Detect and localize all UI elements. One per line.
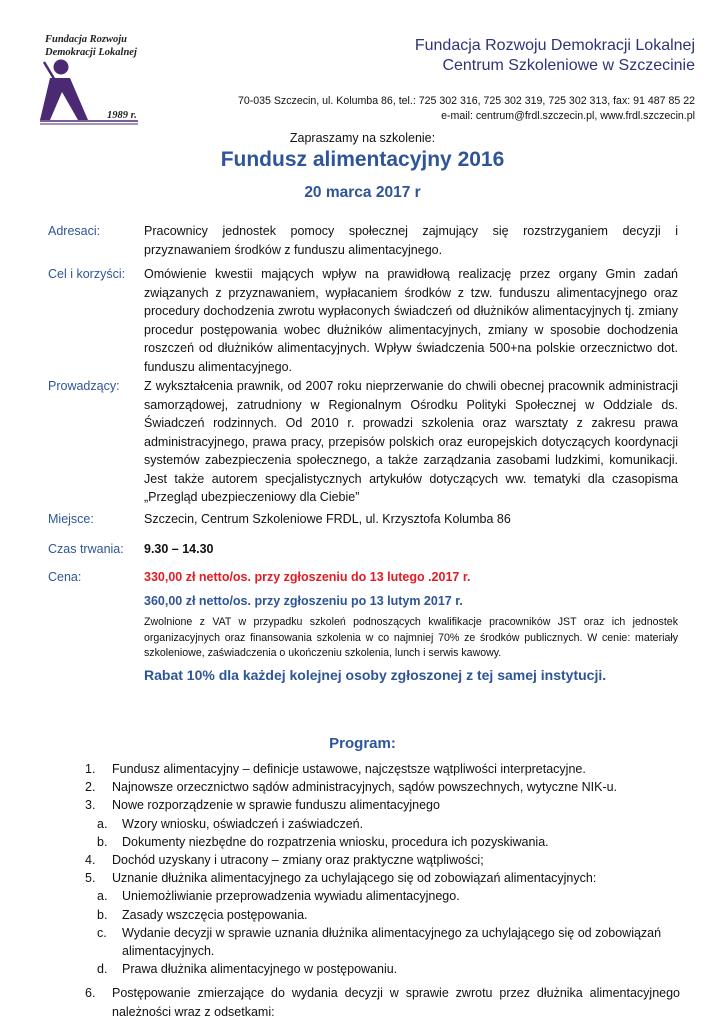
program-subitem-letter: b. [97,834,108,849]
program-subitem [97,960,680,978]
program-subitem-text: Wzory wniosku, oświadczeń i zaświadczeń. [122,816,364,831]
invite-text: Zapraszamy na szkolenie: [289,131,436,145]
logo-name [45,33,137,59]
program-subitem [97,887,680,905]
price-note: Zwolnione z VAT w przypadku szkoleń podnoszących kwalifikacje pracowników JST oraz ich jednostek organizacyjnych oraz finansowania szkolenia w co najmniej 70% ze środków publicznych. W cenie: materiały szkoleniowe, zaświadczenia o ukończeniu szkolenia, lunch i serwis kawowy. [144,616,678,659]
label-miejsce: Miejsce: [48,512,94,526]
row-adresaci [48,222,678,259]
label-cel: Cel i korzyści: [48,267,126,281]
logo-name-line1: Fundacja Rozwoju [45,34,127,45]
program-item [85,778,680,796]
program-subitem-letter: d. [97,962,108,977]
value-czas: 9.30 – 14.30 [144,542,214,556]
label-czas: Czas trwania: [48,542,124,556]
program-subitem [97,815,680,833]
row-prowadzacy [48,377,678,507]
price-late: 360,00 zł netto/os. przy zgłoszeniu po 13 lutym 2017 r. [144,593,463,608]
program-item [85,851,680,869]
program-subitem-text: Prawa dłużnika alimentacyjnego w postępowaniu. [122,962,398,977]
label-prowadzacy: Prowadzący: [48,379,120,393]
org-name-line1: Fundacja Rozwoju Demokracji Lokalnej [414,37,695,54]
program-item-number: 4. [85,853,96,868]
logo-year: 1989 r. [107,110,137,121]
org-address [238,94,695,123]
program-item-number: 2. [85,780,96,795]
program-subitem [97,906,680,924]
program-subitem-letter: a. [97,816,108,831]
row-miejsce [48,510,678,529]
program-subitem-letter: c. [97,925,107,940]
program-heading: Program: [329,735,396,752]
org-name [415,36,695,76]
program-item [85,869,680,887]
program-item-text: Postępowanie zmierzające do wydania decyzji w sprawie zwrotu przez dłużnika alimentacyjnego należności wraz z odsetkami: [112,986,680,1019]
program-subitem-text: Dokumenty niezbędne do rozpatrzenia wniosku, procedura ich pozyskiwania. [122,834,549,849]
value-cel: Omówienie kwestii mających wpływ na prawidłową realizację przez organy Gmin zadań związanych z przyznawaniem, wypłacaniem środków z tzw. funduszu alimentacyjnego oraz procedury dochodzenia zwrotu wypłaconych świadczeń od dłużników alimentacyjnych tj. zmiany procedur postępowania wobec dłużników alimentacyjnych, zmiany w sposobie dochodzenia roszczeń od dłużników alimentacyjnych. Wpływ świadczenia 500+na polskie orzecznictwo dot. funduszu alimentacyjnego. [144,267,678,374]
label-cena: Cena: [48,570,82,584]
program-subitem-letter: b. [97,907,108,922]
program-item-number: 1. [85,762,96,776]
discount-note: Rabat 10% dla każdej kolejnej osoby zgłoszonej z tej samej instytucji. [144,666,607,683]
value-adresaci: Pracownicy jednostek pomocy społecznej zajmujący się rozstrzyganiem decyzji i przyznawaniem środków z funduszu alimentacyjnego. [144,224,678,257]
program-subitem-text: Uniemożliwianie przeprowadzenia wywiadu alimentacyjnego. [122,889,460,904]
contact-line: e-mail: centrum@frdl.szczecin.pl, www.frdl.szczecin.pl [441,109,695,122]
program-item-number: 6. [85,986,96,1001]
row-cena [48,568,678,684]
program-item-text: Uznanie dłużnika alimentacyjnego za uchylającego się od zobowiązań alimentacyjnych: [112,871,597,886]
value-prowadzacy: Z wykształcenia prawnik, od 2007 roku nieprzerwanie do chwili obecnej pracownik administracji samorządowej, zatrudniony w Regionalnym Ośrodku Polityki Społecznej w Oddziale ds. Świadczeń rodzinnych. Od 2010 r. prowadzi szkolenia oraz warsztaty z zakresu prawa administracyjnego, prawa pracy, przepisów polskich oraz europejskich dotyczących koordynacji systemów zabezpieczenia społecznego, a także zarządzania zasobami ludzkimi, komunikacji. Jest także autorem specjalistycznych artykułów dotyczących ww. tematyki dla czasopisma „Przegląd ubezpieczeniowy dla Ciebie” [144,379,678,504]
logo-figure-icon [30,58,90,122]
training-date: 20 marca 2017 r [304,184,421,201]
value-miejsce: Szczecin, Centrum Szkoleniowe FRDL, ul. Krzysztofa Kolumba 86 [144,512,511,526]
program-item-number: 3. [85,798,96,813]
training-title: Fundusz alimentacyjny 2016 [220,148,505,171]
program-item-text: Fundusz alimentacyjny – definicje ustawowe, najczęstsze wątpliwości interpretacyjne. [112,762,586,776]
logo-name-line2: Demokracji Lokalnej [45,47,137,58]
row-czas [48,540,678,559]
program-subitem-text: Wydanie decyzji w sprawie uznania dłużnika alimentacyjnego za uchylającego się od zobowiązań alimentacyjnych. [122,925,662,959]
label-adresaci: Adresaci: [48,224,101,238]
program-item [85,796,680,814]
program-item [85,760,680,778]
org-name-line2: Centrum Szkoleniowe w Szczecinie [442,57,695,74]
program-subitem [97,833,680,851]
program-item-text: Dochód uzyskany i utracony – zmiany oraz praktyczne wątpliwości; [112,853,484,868]
program-subitem [97,924,680,960]
program-item-text: Nowe rozporządzenie w sprawie funduszu alimentacyjnego [112,798,440,813]
row-cel [48,265,678,376]
program-item-text: Najnowsze orzecznictwo sądów administracyjnych, sądów powszechnych, wytyczne NIK-u. [112,780,618,795]
program-subitem-text: Zasady wszczęcia postępowania. [122,907,308,922]
program-item-number: 5. [85,871,96,886]
program-item [85,984,680,1020]
price-early: 330,00 zł netto/os. przy zgłoszeniu do 13 lutego .2017 r. [144,570,471,584]
address-line: 70-035 Szczecin, ul. Kolumba 86, tel.: 725 302 316, 725 302 319, 725 302 313, fax: 91 487 85 22 [237,95,695,107]
program-subitem-letter: a. [97,889,108,904]
program-list [85,760,680,1021]
